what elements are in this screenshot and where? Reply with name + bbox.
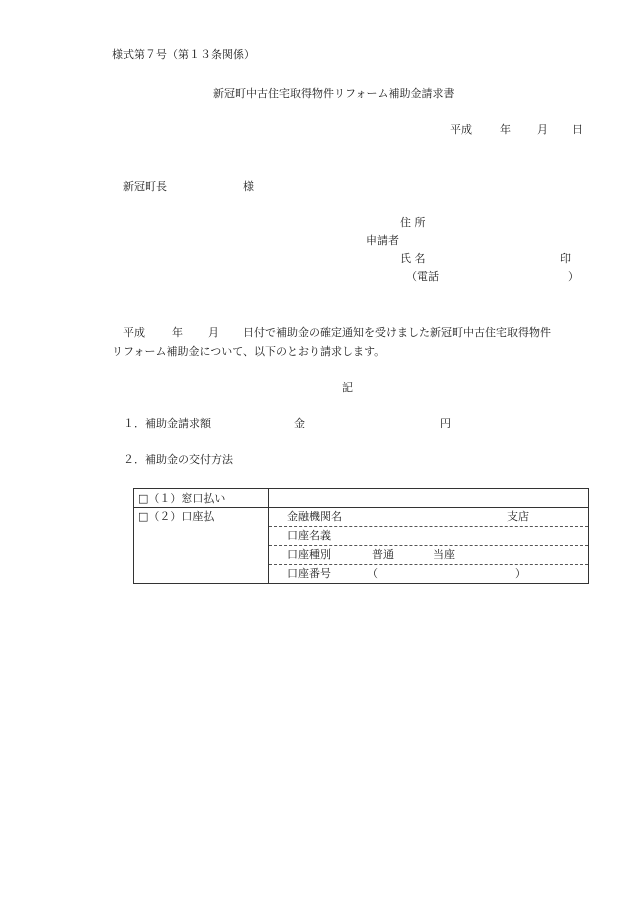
seal-mark: 印 [560,252,571,265]
paren-open: （ [367,567,378,580]
account-type-label: 口座種別 [287,548,331,561]
type-current: 当座 [433,548,455,561]
form-number: 様式第７号（第１３条関係） [112,48,255,61]
phone-open: （電話 [406,270,439,283]
account-type-cell[interactable] [269,546,589,565]
date-year: 年 [500,123,511,136]
document-title: 新冠町中古住宅取得物件リフォーム補助金請求書 [213,87,455,100]
ki-mark: 記 [342,381,353,394]
account-number-cell[interactable] [269,565,589,584]
counter-payment-blank [269,489,589,508]
bank-name-label: 金融機関名 [287,510,342,523]
account-holder-cell[interactable] [269,527,589,546]
table-row [134,489,589,508]
date-month: 月 [537,123,548,136]
paren-close: ） [515,567,526,580]
item1-yen: 円 [440,417,451,430]
address-label: 住 所 [400,216,426,229]
date-day: 日 [572,123,583,136]
account-number-label: 口座番号 [287,567,331,580]
payment-method-table [133,488,589,584]
applicant-label: 申請者 [366,234,399,247]
addressee-honorific: 様 [243,180,254,193]
date-era: 平成 [450,123,472,136]
item2-label: ２．補助金の交付方法 [123,453,233,466]
item1-label: １．補助金請求額 [123,417,211,430]
body-line2: リフォーム補助金について、以下のとおり請求します。 [112,345,386,358]
phone-close: ） [568,270,579,283]
body-line1-rest: 日付で補助金の確定通知を受けました新冠町中古住宅取得物件 [243,326,551,339]
bank-name-cell[interactable] [269,508,589,527]
type-ordinary: 普通 [372,548,394,561]
addressee-name: 新冠町長 [123,180,167,193]
body-era: 平成 [123,326,145,339]
body-year: 年 [172,326,183,339]
counter-payment-option[interactable]: □（１）窓口払い [134,489,269,508]
account-payment-option[interactable]: □（２）口座払 [134,508,269,584]
table-row [134,508,589,527]
branch-label: 支店 [507,510,529,523]
name-label: 氏 名 [400,252,426,265]
item1-kin: 金 [294,417,305,430]
body-month: 月 [208,326,219,339]
account-holder-label: 口座名義 [287,529,331,542]
